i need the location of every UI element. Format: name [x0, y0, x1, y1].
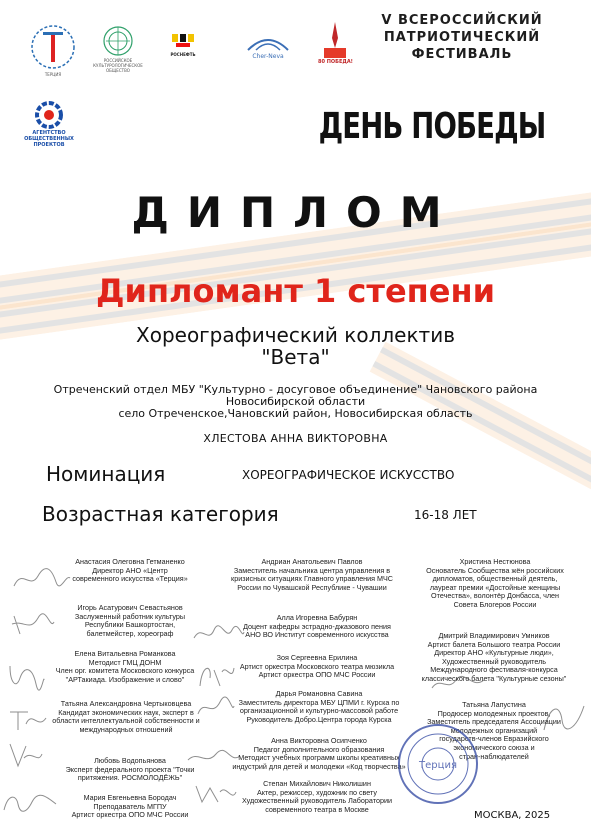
jury-text: Алла Игоревна Бабурян Доцент кафедры эстрадно-джазового пения АНО ВО Институт современного искусства: [243, 613, 391, 640]
jury-signature-block: [232, 654, 402, 680]
degree-title: Дипломант 1 степени: [96, 272, 495, 310]
jury-signature-block: [50, 558, 210, 584]
signature-scribble: [12, 566, 72, 592]
signature-scribble: [6, 664, 46, 692]
agency-logo-text: АГЕНТСТВО ОБЩЕСТВЕННЫХ ПРОЕКТОВ: [24, 130, 74, 148]
festival-name: ДЕНЬ ПОБЕДЫ: [318, 106, 546, 147]
festival-subtitle: [347, 12, 577, 63]
organization-line: село Отреченское,Чановский район, Новосибирская область: [118, 407, 473, 420]
footer-location-year: МОСКВА, 2025: [474, 810, 551, 821]
cultural-society-logo-text: РОССИЙСКОЕ КУЛЬТУРОЛОГИЧЕСКОЕ ОБЩЕСТВО: [93, 58, 143, 73]
jury-signature-block: [232, 614, 402, 640]
signature-scribble: [196, 660, 236, 690]
collective-name: [0, 324, 591, 368]
jury-signature-block: [222, 558, 402, 592]
festival-line: V ВСЕРОССИЙСКИЙ: [381, 13, 543, 28]
jury-signature-block: [224, 690, 414, 724]
signature-scribble: [4, 740, 44, 770]
jury-text: Дмитрий Владимирович Умников Артист балета Большого театра России Директор АНО «Культурные люди», Художественный руководитель Международного фестиваля-конкурса классического балета "Культурные сезоны": [421, 631, 567, 683]
cherneva-logo: [246, 34, 290, 59]
signature-scribble: [196, 696, 236, 720]
rosneft-logo-text: РОСНЕФТЬ: [170, 52, 196, 57]
jury-signature-block: [410, 558, 580, 610]
agency-logo: [18, 100, 80, 148]
jury-text: Дарья Романовна Савина Заместитель директора МБУ ЦПМИ г. Курска по организационной и культурно-массовой работе Руководитель Добро.Центра города Курска: [238, 689, 400, 724]
jury-text: Андриан Анатольевич Павлов Заместитель начальника центра управления в кризисных ситуациях Главного управления МЧС России по Чувашской Республике - Чувашии: [231, 557, 393, 592]
festival-line: ПАТРИОТИЧЕСКИЙ: [383, 30, 541, 45]
signature-scribble: [8, 704, 48, 732]
stamp-text: Терция: [419, 760, 457, 771]
jury-text: Степан Михайлович Николишин Актер, режиссер, художник по свету Художественный руководитель Лаборатории современного театра в Москве: [242, 779, 392, 814]
jury-text: Игорь Асатурович Севастьянов Заслуженный работник культуры Республики Башкортостан, балетмейстер, хореограф: [74, 603, 186, 638]
nomination-value: ХОРЕОГРАФИЧЕСКОЕ ИСКУССТВО: [242, 468, 455, 482]
nomination-label: Номинация: [46, 462, 166, 486]
signature-scribble: [186, 746, 242, 770]
jury-text: Татьяна Александровна Чертыковцева Кандидат экономических наук, эксперт в области интеллектуальной собственности и международных отношений: [52, 699, 200, 734]
organization-line: Новосибирской области: [225, 395, 366, 408]
signature-scribble: [2, 790, 58, 816]
tertiya-logo: [28, 22, 78, 77]
organization: [0, 384, 591, 420]
jury-text: Елена Витальевна Романкова Методист ГМЦ ДОНМ Член орг. комитета Московского конкурса "АРТакиада. Изображение и слово": [55, 649, 195, 684]
collective-line: Хореографический коллектив: [136, 323, 455, 347]
jury-signature-block: [40, 650, 210, 684]
signature-scribble: [430, 672, 486, 696]
rosneft-logo: [168, 32, 198, 57]
cultural-society-logo: [88, 24, 148, 73]
jury-text: Зоя Сергеевна Ерилина Артист оркестра Московского театра мюзикла Артист оркестра ОПО МЧС России: [239, 653, 395, 680]
jury-text: Мария Евгеньевна Бородач Преподаватель МГПУ Артист оркестра ОПО МЧС России: [71, 793, 189, 820]
age-category-value: 16-18 ЛЕТ: [414, 508, 477, 522]
jury-signature-block: [36, 700, 216, 734]
stamp-seal: [396, 722, 480, 806]
jury-text: Анастасия Олеговна Гетманенко Директор АНО «Центр современного искусства «Терция»: [72, 557, 188, 584]
diploma-title: ДИПЛОМ: [131, 188, 460, 237]
signature-scribble: [10, 612, 56, 638]
age-category-label: Возрастная категория: [42, 502, 279, 526]
organization-line: Отреченский отдел МБУ "Культурно - досуговое объединение" Чановского района: [53, 383, 538, 396]
collective-line: "Вета": [261, 345, 330, 369]
jury-signature-block: [232, 780, 402, 814]
jury-text: Христина Нестюнова Основатель Сообщества жён российских дипломатов, общественный деятель, лауреат премии «Достойные женщины Отечества», волонтёр Донбасса, член Совета Блогеров России: [426, 557, 564, 609]
signature-scribble: [192, 622, 246, 646]
leader-name: ХЛЕСТОВА АННА ВИКТОРОВНА: [203, 432, 388, 445]
jury-text: Татьяна Лапустина Продюсер молодежных проектов, Заместитель председателя Ассоциации молодежных организаций государств-членов Евразийского экономического союза и стран-наблюдателей: [427, 700, 561, 761]
jury-signature-block: [50, 604, 210, 638]
cherneva-logo-text: Cher-Neva: [252, 53, 284, 60]
festival-line: ФЕСТИВАЛЬ: [411, 47, 513, 62]
signature-scribble: [194, 780, 238, 806]
signature-scribble: [540, 700, 586, 734]
jury-signature-block: [224, 737, 414, 771]
pobeda-80-logo-text: 80 ПОБЕДА!: [318, 59, 353, 65]
jury-signature-block: [50, 794, 210, 820]
jury-text: Анна Викторовна Осипченко Педагог дополнительного образования Методист учебных программ школы креативных индустрий для детей и молодежи «Код творчества»: [232, 736, 406, 771]
jury-text: Любовь Водопьянова Эксперт федерального проекта "Точки притяжения. РОСМОЛОДЁЖЬ": [65, 756, 195, 783]
tertiya-logo-text: ТЕРЦИЯ: [44, 72, 62, 77]
